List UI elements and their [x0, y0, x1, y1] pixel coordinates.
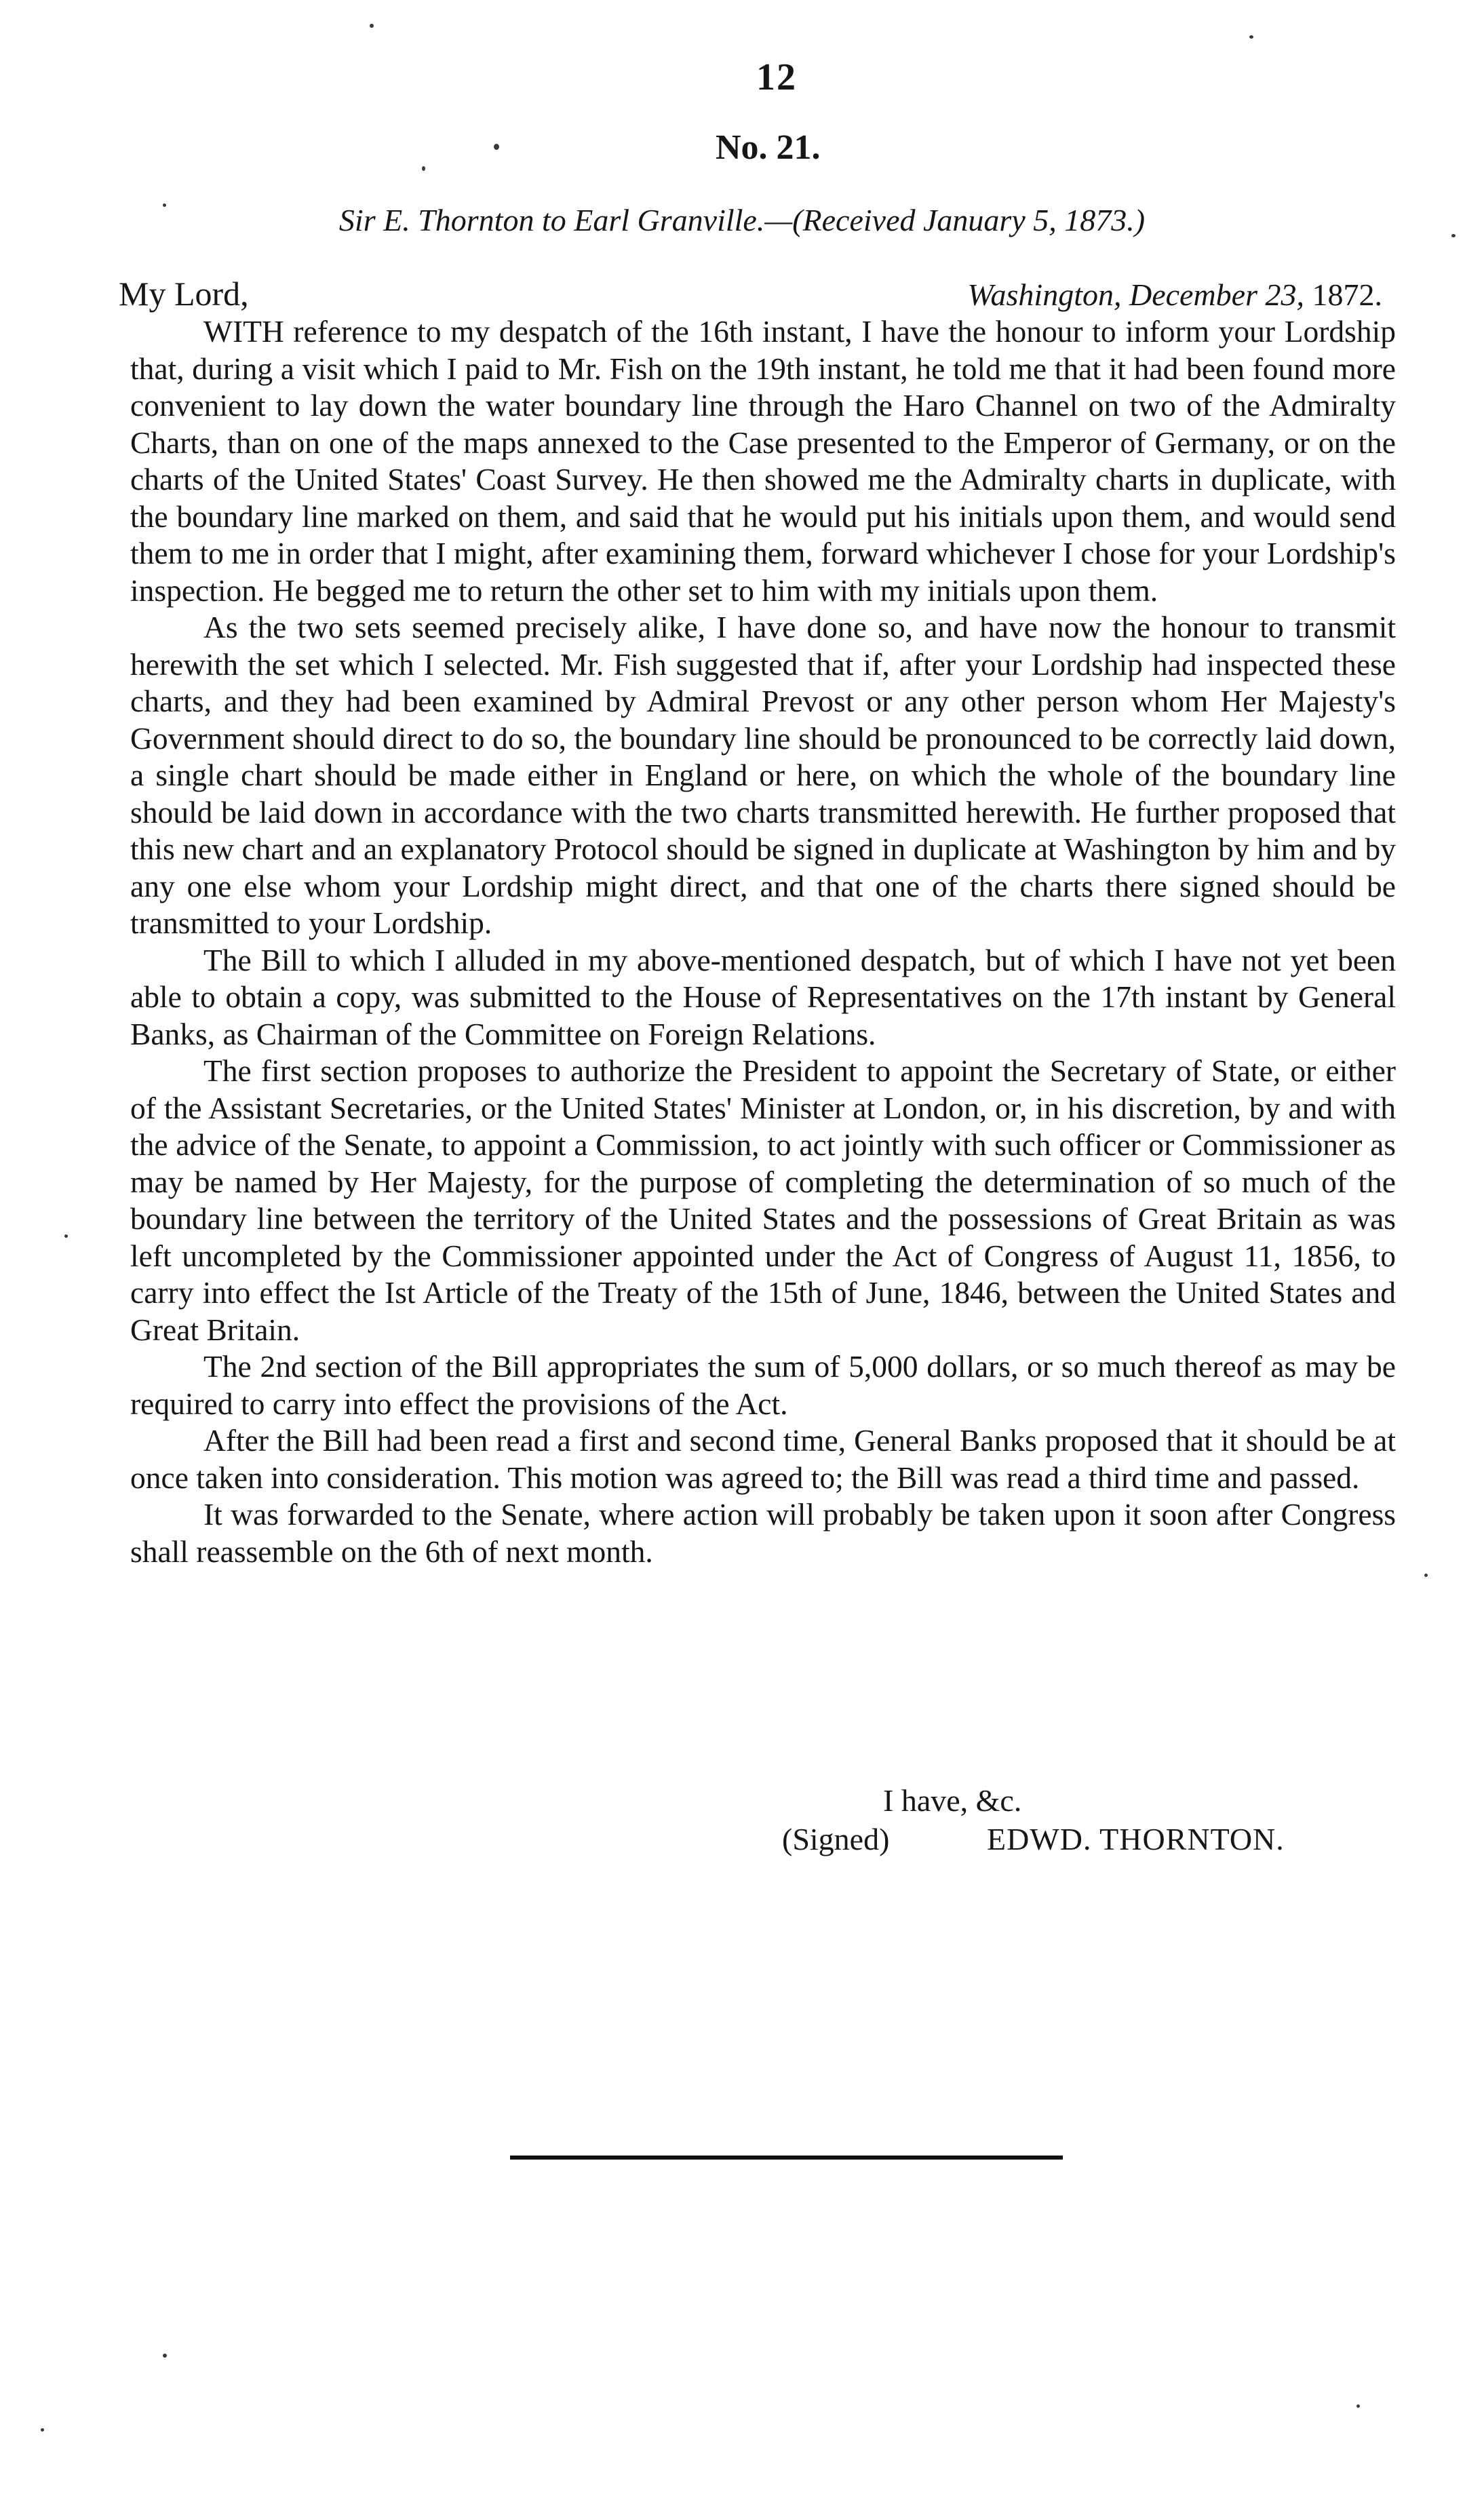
dateline-year: 1872. [1304, 277, 1382, 312]
scan-speck [1249, 35, 1253, 39]
paragraph-4: The first section proposes to authorize the President to appoint the Secretary of State, or either of the Assistant Secretaries, or the United States' Minister at London, or, in his discretion, by and with the advice of the Senate, to appoint a Commission, to act jointly with such officer or Commissioner as may be named by Her Majesty, for the purpose of completing the determination of so much of the boundary line between the territory of the United States and the possessions of Great Britain as was left uncompleted by the Commissioner appointed under the Act of Congress of August 11, 1856, to carry into effect the Ist Article of the Treaty of the 15th of June, 1846, between the United States and Great Britain. [130, 1053, 1396, 1347]
paragraph-6: After the Bill had been read a first and second time, General Banks proposed that it should be at once taken into consideration. This motion was agreed to; the Bill was read a third time and passed. [130, 1423, 1396, 1495]
despatch-heading: Sir E. Thornton to Earl Granville.—(Received January 5, 1873.) [338, 203, 1146, 237]
scan-speck [370, 24, 374, 28]
paragraph-2: As the two sets seemed precisely alike, I have done so, and have now the honour to transmit herewith the set which I selected. Mr. Fish suggested that if, after your Lordship had inspected these charts, and they had been examined by Admiral Prevost or any other person whom Her Majesty's Government should direct to do so, the boundary line should be pronounced to be correctly laid down, a single chart should be made either in England or here, on which the whole of the boundary line should be laid down in accordance with the two charts transmitted herewith. He further proposed that this new chart and an explanatory Protocol should be signed in duplicate at Washington by him and by any one else whom your Lordship might direct, and that one of the charts there signed should be transmitted to your Lordship. [130, 610, 1396, 940]
scan-speck [163, 203, 166, 207]
signatory-name: EDWD. THORNTON. [987, 1822, 1285, 1856]
scan-speck [1451, 234, 1456, 237]
dateline-place-date: Washington, December 23, [967, 277, 1304, 312]
signed-label: (Signed) [782, 1822, 890, 1856]
paragraph-3: The Bill to which I alluded in my above-mentioned despatch, but of which I have not yet been able to obtain a copy, was submitted to the House of Representatives on the 17th instant by General Banks, as Chairman of the Committee on Foreign Relations. [130, 942, 1396, 1051]
scan-speck [41, 2428, 44, 2432]
dateline [967, 277, 1382, 313]
letter-body [130, 313, 1396, 1570]
paragraph-7: It was forwarded to the Senate, where action will probably be taken upon it soon after Congress shall reassemble on the 6th of next month. [130, 1497, 1396, 1569]
salutation: My Lord, [119, 275, 249, 313]
scan-speck [163, 2354, 167, 2358]
scan-speck [494, 144, 499, 150]
document-number: No. 21. [716, 128, 821, 167]
paragraph-5: The 2nd section of the Bill appropriates the sum of 5,000 dollars, or so much thereof as may be required to carry into effect the provisions of the Act. [130, 1349, 1396, 1421]
scan-speck [422, 166, 425, 171]
scan-speck [1424, 1574, 1428, 1577]
page-number: 12 [756, 56, 797, 98]
paragraph-1: WITH reference to my despatch of the 16th instant, I have the honour to inform your Lordship that, during a visit which I paid to Mr. Fish on the 19th instant, he told me that it had been found more convenient to lay down the water boundary line through the Haro Channel on two of the Admiralty Charts, than on one of the maps annexed to the Case presented to the Emperor of Germany, or on the charts of the United States' Coast Survey. He then showed me the Admiralty charts in duplicate, with the boundary line marked on them, and said that he would put his initials upon them, and would send them to me in order that I might, after examining them, forward whichever I chose for your Lordship's inspection. He begged me to return the other set to him with my initials upon them. [130, 314, 1396, 608]
scan-speck [64, 1234, 68, 1238]
closing-rule [510, 2156, 1063, 2160]
closing-formula: I have, &c. [883, 1783, 1022, 1818]
scan-speck [1356, 2404, 1360, 2408]
